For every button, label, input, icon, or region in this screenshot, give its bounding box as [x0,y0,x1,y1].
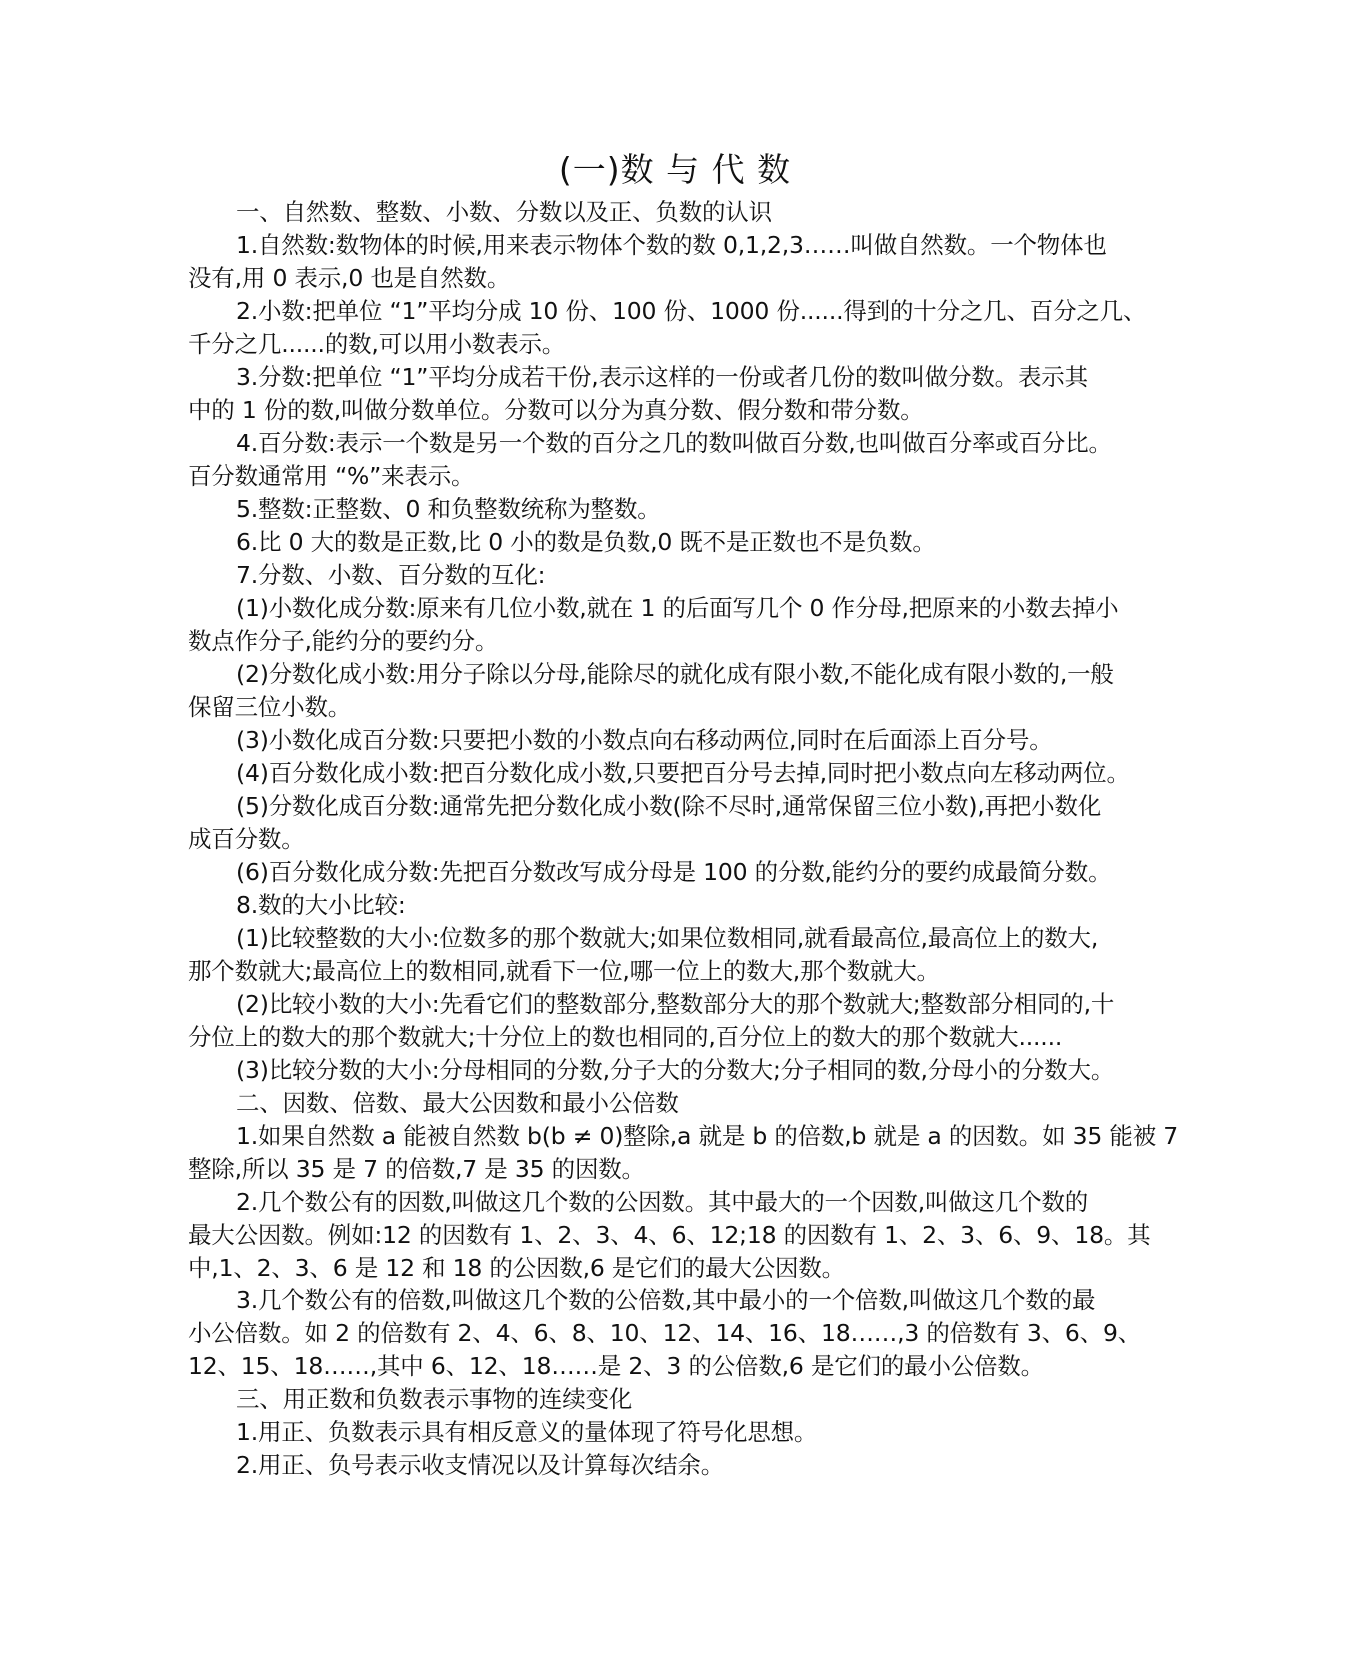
text-line: 成百分数。 [188,824,305,853]
text-line: (4)百分数化成小数:把百分数化成小数,只要把百分号去掉,同时把小数点向左移动两位。 [236,758,1130,787]
text-line: 三、用正数和负数表示事物的连续变化 [236,1385,633,1414]
text-line: (2)比较小数的大小:先看它们的整数部分,整数部分大的那个数就大;整数部分相同的,十 [236,989,1115,1018]
text-line: 7.分数、小数、百分数的互化: [236,560,546,589]
text-line: 最大公因数。例如:12 的因数有 1、2、3、4、6、12;18 的因数有 1、2、3、6、9、18。其 [188,1220,1151,1249]
text-line: (3)小数化成百分数:只要把小数的小数点向右移动两位,同时在后面添上百分号。 [236,725,1053,754]
text-line: 中,1、2、3、6 是 12 和 18 的公因数,6 是它们的最大公因数。 [188,1253,845,1282]
text-line: 没有,用 0 表示,0 也是自然数。 [188,263,511,292]
text-line: 保留三位小数。 [188,692,352,721]
text-line: 小公倍数。如 2 的倍数有 2、4、6、8、10、12、14、16、18……,3 的倍数有 3、6、9、 [188,1319,1141,1348]
page-title: (一)数 与 代 数 [558,150,792,189]
text-line: 2.几个数公有的因数,叫做这几个数的公因数。其中最大的一个因数,叫做这几个数的 [236,1187,1089,1216]
text-line: 数点作分子,能约分的要约分。 [188,626,499,655]
text-line: 分位上的数大的那个数就大;十分位上的数也相同的,百分位上的数大的那个数就大...... [188,1022,1063,1051]
text-line: (1)小数化成分数:原来有几位小数,就在 1 的后面写几个 0 作分母,把原来的小数去掉小 [236,593,1119,622]
text-line: (3)比较分数的大小:分母相同的分数,分子大的分数大;分子相同的数,分母小的分数大。 [236,1055,1115,1084]
text-line: 一、自然数、整数、小数、分数以及正、负数的认识 [236,198,772,226]
document-body [188,196,1179,1482]
text-line: 千分之几......的数,可以用小数表示。 [188,329,566,358]
text-line: 那个数就大;最高位上的数相同,就看下一位,哪一位上的数大,那个数就大。 [188,956,940,985]
text-line: (2)分数化成小数:用分子除以分母,能除尽的就化成有限小数,不能化成有限小数的,一般 [236,659,1114,688]
text-line: 3.分数:把单位 “1”平均分成若干份,表示这样的一份或者几份的数叫做分数。表示其 [236,362,1088,391]
text-line: 6.比 0 大的数是正数,比 0 小的数是负数,0 既不是正数也不是负数。 [236,527,936,556]
text-line: 3.几个数公有的倍数,叫做这几个数的公倍数,其中最小的一个倍数,叫做这几个数的最 [236,1286,1096,1315]
text-line: 1.用正、负数表示具有相反意义的量体现了符号化思想。 [236,1418,818,1447]
text-line: (5)分数化成百分数:通常先把分数化成小数(除不尽时,通常保留三位小数),再把小数化 [236,791,1102,820]
text-line: 2.小数:把单位 “1”平均分成 10 份、100 份、1000 份......得到的十分之几、百分之几、 [236,296,1147,325]
text-line: 百分数通常用 “%”来表示。 [188,461,475,490]
text-line: 1.自然数:数物体的时候,用来表示物体个数的数 0,1,2,3……叫做自然数。一个物体也 [236,230,1107,259]
text-line: 二、因数、倍数、最大公因数和最小公倍数 [236,1088,679,1117]
text-line: (1)比较整数的大小:位数多的那个数就大;如果位数相同,就看最高位,最高位上的数大, [236,923,1099,952]
text-line: 8.数的大小比较: [236,890,406,919]
text-line: 1.如果自然数 a 能被自然数 b(b ≠ 0)整除,a 就是 b 的倍数,b 就是 a 的因数。如 35 能被 7 [236,1121,1179,1150]
text-line: 5.整数:正整数、0 和负整数统称为整数。 [236,494,661,523]
text-line: 中的 1 份的数,叫做分数单位。分数可以分为真分数、假分数和带分数。 [188,395,924,424]
text-line: 4.百分数:表示一个数是另一个数的百分之几的数叫做百分数,也叫做百分率或百分比。 [236,428,1112,457]
text-line: (6)百分数化成分数:先把百分数改写成分母是 100 的分数,能约分的要约成最简分数。 [236,857,1112,886]
text-line: 整除,所以 35 是 7 的倍数,7 是 35 的因数。 [188,1154,645,1183]
text-line: 12、15、18……,其中 6、12、18……是 2、3 的公倍数,6 是它们的最小公倍数。 [188,1352,1044,1381]
text-line: 2.用正、负号表示收支情况以及计算每次结余。 [236,1451,725,1480]
